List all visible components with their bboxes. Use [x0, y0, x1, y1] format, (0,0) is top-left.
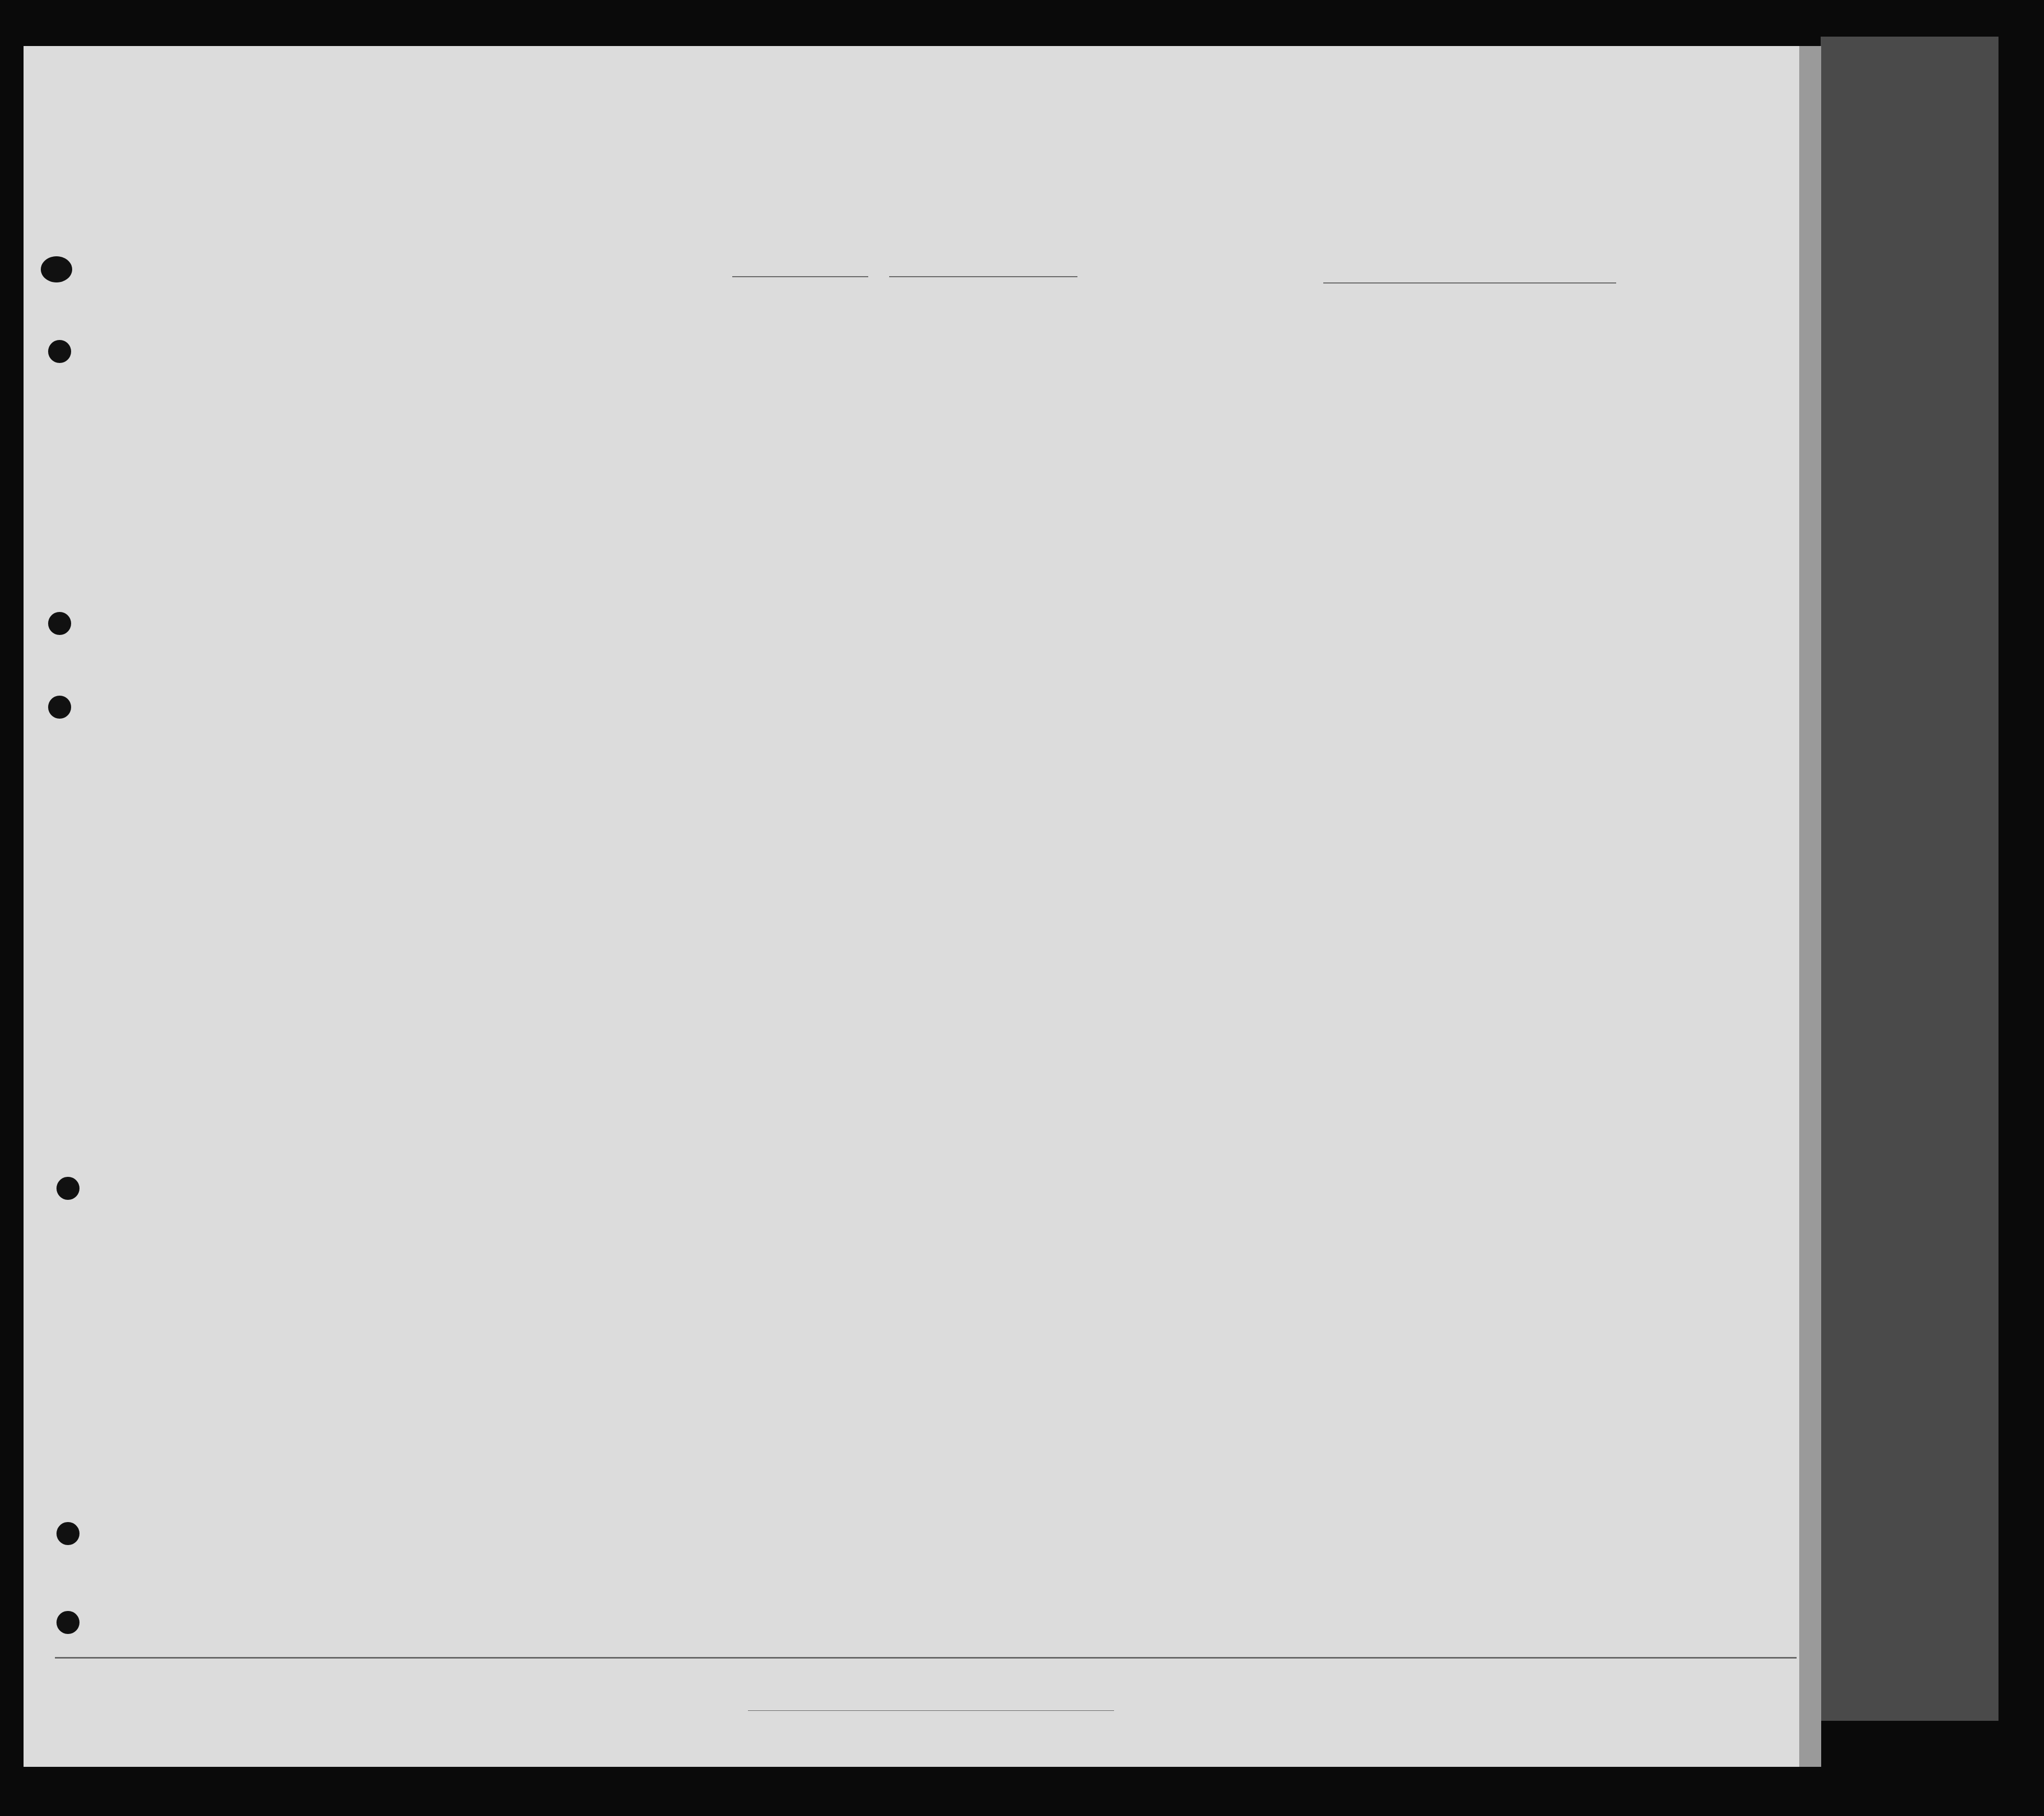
binder-hole: [56, 1177, 80, 1200]
backing-card: [1821, 37, 1998, 1721]
binder-hole: [48, 340, 71, 363]
binder-hole: [41, 256, 72, 282]
binder-hole: [56, 1611, 80, 1634]
rule: [889, 276, 1077, 277]
inspector-rule: [748, 1710, 1114, 1711]
footer-rule: [55, 1657, 1797, 1659]
binder-hole: [48, 612, 71, 635]
rule: [732, 276, 868, 277]
rule: [1323, 282, 1616, 283]
manifest-sheet: [24, 46, 1821, 1767]
binder-hole: [48, 696, 71, 719]
binder-hole: [56, 1522, 80, 1545]
sheet-edge: [1799, 46, 1821, 1767]
